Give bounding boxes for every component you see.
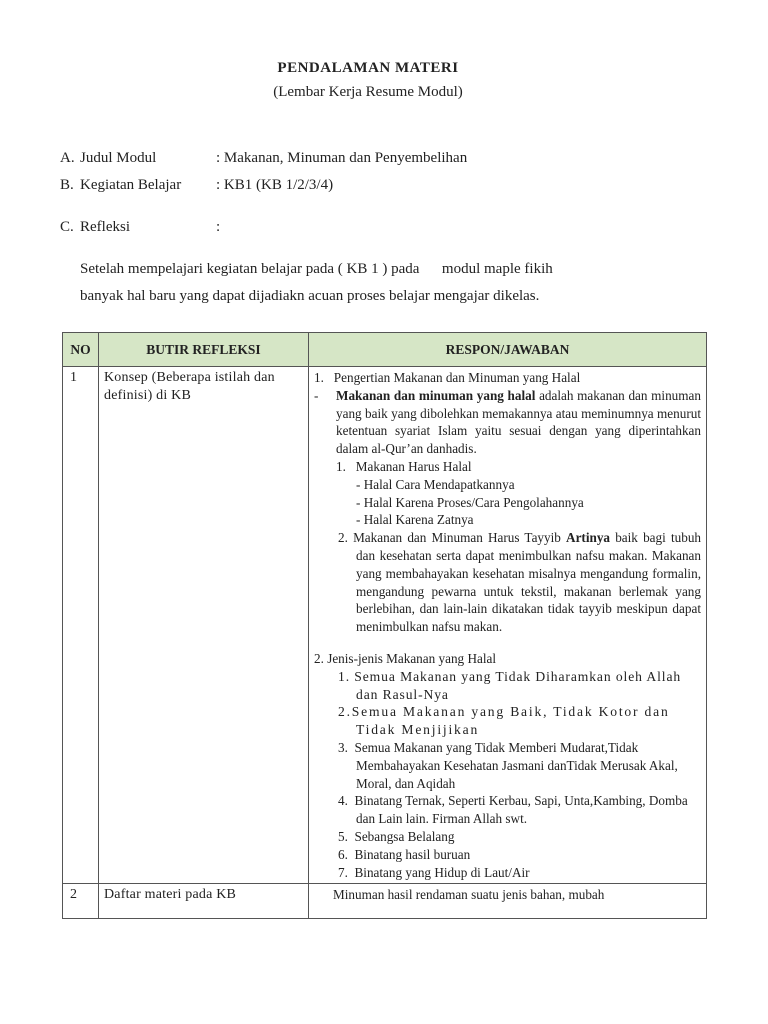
reflection-line-2: banyak hal baru yang dapat dijadiakn acuan proses belajar mengajar dikelas. (80, 288, 540, 304)
reflection-paragraph (80, 256, 675, 310)
page-subtitle: (Lembar Kerja Resume Modul) (273, 84, 463, 100)
row-butir: Daftar materi pada KB (99, 884, 309, 919)
meta-kegiatan-belajar (60, 177, 333, 194)
respon-subheading-2 (314, 529, 701, 636)
meta-label: Kegiatan Belajar (80, 177, 182, 193)
respon-definition-bold: Makanan dan minuman yang halal (336, 387, 536, 403)
meta-letter: A. (60, 150, 75, 166)
table-row (63, 884, 707, 919)
respon-definition-text: adalah makanan dan minuman yang baik yang dibolehkan memakannya atau meminumnya menurut ketentuan syariat Islam yaitu sesuai dengan yang diperintahkan dalam al-Qur’an danhadis. (336, 387, 701, 457)
header-respon-jawaban: RESPON/JAWABAN (309, 333, 707, 367)
meta-label: Judul Modul (80, 150, 157, 166)
respon-sub-item: - Halal Karena Proses/Cara Pengolahannya (356, 494, 584, 510)
respon-subheading-1: 1. Makanan Harus Halal (336, 458, 472, 474)
reflection-table (62, 332, 707, 919)
row-respon: Minuman hasil rendaman suatu jenis bahan, mubah (309, 884, 707, 919)
meta-value: : Makanan, Minuman dan Penyembelihan (216, 150, 468, 166)
respon-heading-1: 1. Pengertian Makanan dan Minuman yang Halal (314, 370, 581, 385)
list-item: 3. Semua Makanan yang Tidak Memberi Mudarat,Tidak Membahayakan Kesehatan Jasmani danTidak Merusak Akal, Moral, dan Aqidah (338, 739, 682, 791)
respon-dash: - (314, 387, 319, 403)
meta-label: Refleksi (80, 219, 130, 235)
list-item: 2.Semua Makanan yang Baik, Tidak Kotor dan Tidak Menjijikan (338, 704, 670, 738)
row-number: 1 (63, 367, 99, 884)
list-item: 5. Sebangsa Belalang (338, 828, 455, 844)
meta-refleksi (60, 219, 220, 236)
table-header-row (63, 333, 707, 367)
page-title: PENDALAMAN MATERI (277, 60, 459, 76)
respon-tayyib-bold: Artinya (566, 530, 611, 546)
header-butir-refleksi: BUTIR REFLEKSI (99, 333, 309, 367)
list-item: 7. Binatang yang Hidup di Laut/Air (338, 864, 530, 880)
respon-heading-2: 2. Jenis-jenis Makanan yang Halal (314, 650, 497, 666)
respon-sub-item: - Halal Cara Mendapatkannya (356, 476, 515, 492)
meta-letter: B. (60, 177, 74, 193)
list-item: 4. Binatang Ternak, Seperti Kerbau, Sapi, Unta,Kambing, Domba dan Lain lain. Firman Allah swt. (338, 793, 691, 827)
list-item: 1. Semua Makanan yang Tidak Diharamkan oleh Allah dan Rasul-Nya (338, 668, 682, 702)
table-row (63, 367, 707, 884)
header-no: NO (63, 333, 99, 367)
row-number: 2 (63, 884, 99, 919)
meta-value: : KB1 (KB 1/2/3/4) (216, 177, 334, 193)
respon-definition (314, 387, 701, 458)
respon-tayyib-text: 2. Makanan dan Minuman Harus Tayyib (338, 530, 567, 546)
respon-sub-item: - Halal Karena Zatnya (356, 512, 474, 528)
row-respon (309, 367, 707, 884)
row-butir: Konsep (Beberapa istilah dan definisi) di KB (99, 367, 309, 884)
meta-value: : (216, 219, 221, 235)
list-item: 6. Binatang hasil buruan (338, 846, 471, 862)
meta-judul-modul (60, 150, 467, 167)
meta-letter: C. (60, 219, 74, 235)
reflection-line-1: Setelah mempelajari kegiatan belajar pada ( KB 1 ) pada modul maple fikih (80, 261, 553, 277)
respon-tayyib-rest: baik bagi tubuh dan kesehatan serta dapat menimbulkan nafsu makan. Makanan yang membahayakan kesehatan misalnya mengandung formalin, mengandung pewarna untuk tekstil, makanan berlemak yang berlebihan, dan lain-lain dikatakan tidak tayyib meskipun dapat menimbulkan nafsu makan. (356, 530, 702, 635)
